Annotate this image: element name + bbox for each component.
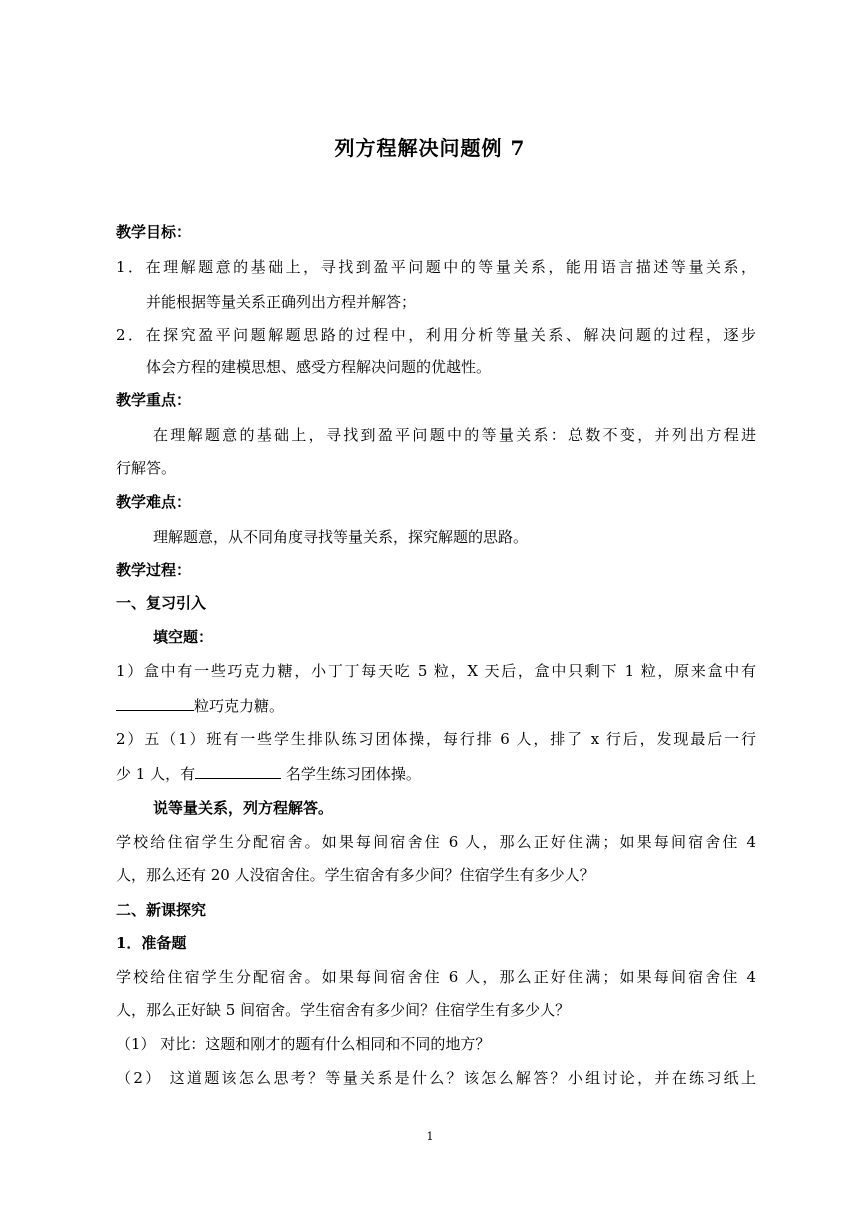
objectives-heading: 教学目标：	[116, 223, 192, 241]
subsection-1-heading: 1．准备题	[116, 934, 187, 952]
section-2-heading: 二、新课探究	[116, 901, 207, 919]
fill-blank-heading: 填空题：	[153, 628, 214, 646]
question-2-line-1: 2）五（1）班有一些学生排队练习团体操，每行排 6 人，排了 x 行后，发现最后一行	[116, 730, 756, 748]
question-2-suffix: 名学生练习团体操。	[281, 765, 421, 783]
key-points-heading: 教学重点：	[116, 391, 192, 409]
list-item-1: （1） 对比：这题和刚才的题有什么相同和不同的地方？	[116, 1035, 491, 1053]
objective-1-line-1: 1．在理解题意的基础上，寻找到盈平问题中的等量关系，能用语言描述等量关系，	[116, 258, 756, 276]
objective-2-line-2: 体会方程的建模思想、感受方程解决问题的优越性。	[146, 358, 492, 376]
difficulty-heading: 教学难点：	[116, 493, 192, 511]
key-points-line-1: 在理解题意的基础上，寻找到盈平问题中的等量关系：总数不变，并列出方程进	[153, 426, 756, 444]
question-2-prefix: 少 1 人，有	[116, 765, 196, 783]
document-title: 列方程解决问题例 7	[334, 136, 526, 160]
objective-1-line-2: 并能根据等量关系正确列出方程并解答；	[146, 293, 417, 311]
question-2-line-2	[116, 762, 756, 785]
list-item-2: （2） 这道题该怎么思考？等量关系是什么？该怎么解答？小组讨论，并在练习纸上	[116, 1069, 756, 1087]
equation-heading: 说等量关系，列方程解答。	[153, 799, 334, 817]
difficulty-line: 理解题意，从不同角度寻找等量关系，探究解题的思路。	[153, 528, 529, 546]
answer-blank-2	[195, 762, 281, 779]
problem-1-line-1: 学校给住宿学生分配宿舍。如果每间宿舍住 6 人，那么正好住满；如果每间宿舍住 4	[116, 833, 756, 851]
problem-1-line-2: 人，那么还有 20 人没宿舍住。学生宿舍有多少间？住宿学生有多少人？	[116, 866, 595, 884]
problem-2-line-1: 学校给住宿学生分配宿舍。如果每间宿舍住 6 人，那么正好住满；如果每间宿舍住 4	[116, 968, 756, 986]
section-1-heading: 一、复习引入	[116, 594, 207, 612]
question-1-line-1: 1）盒中有一些巧克力糖，小丁丁每天吃 5 粒，X 天后，盒中只剩下 1 粒，原来盒中有	[116, 662, 756, 680]
page-number: 1	[426, 1130, 434, 1143]
process-heading: 教学过程：	[116, 561, 192, 579]
question-1-line-2	[116, 694, 756, 717]
key-points-line-2: 行解答。	[116, 459, 177, 477]
question-1-suffix: 粒巧克力糖。	[194, 697, 285, 715]
problem-2-line-2: 人，那么正好缺 5 间宿舍。学生宿舍有多少间？住宿学生有多少人？	[116, 1001, 571, 1019]
answer-blank-1	[116, 694, 194, 711]
objective-2-line-1: 2．在探究盈平问题解题思路的过程中，利用分析等量关系、解决问题的过程，逐步	[116, 326, 756, 344]
